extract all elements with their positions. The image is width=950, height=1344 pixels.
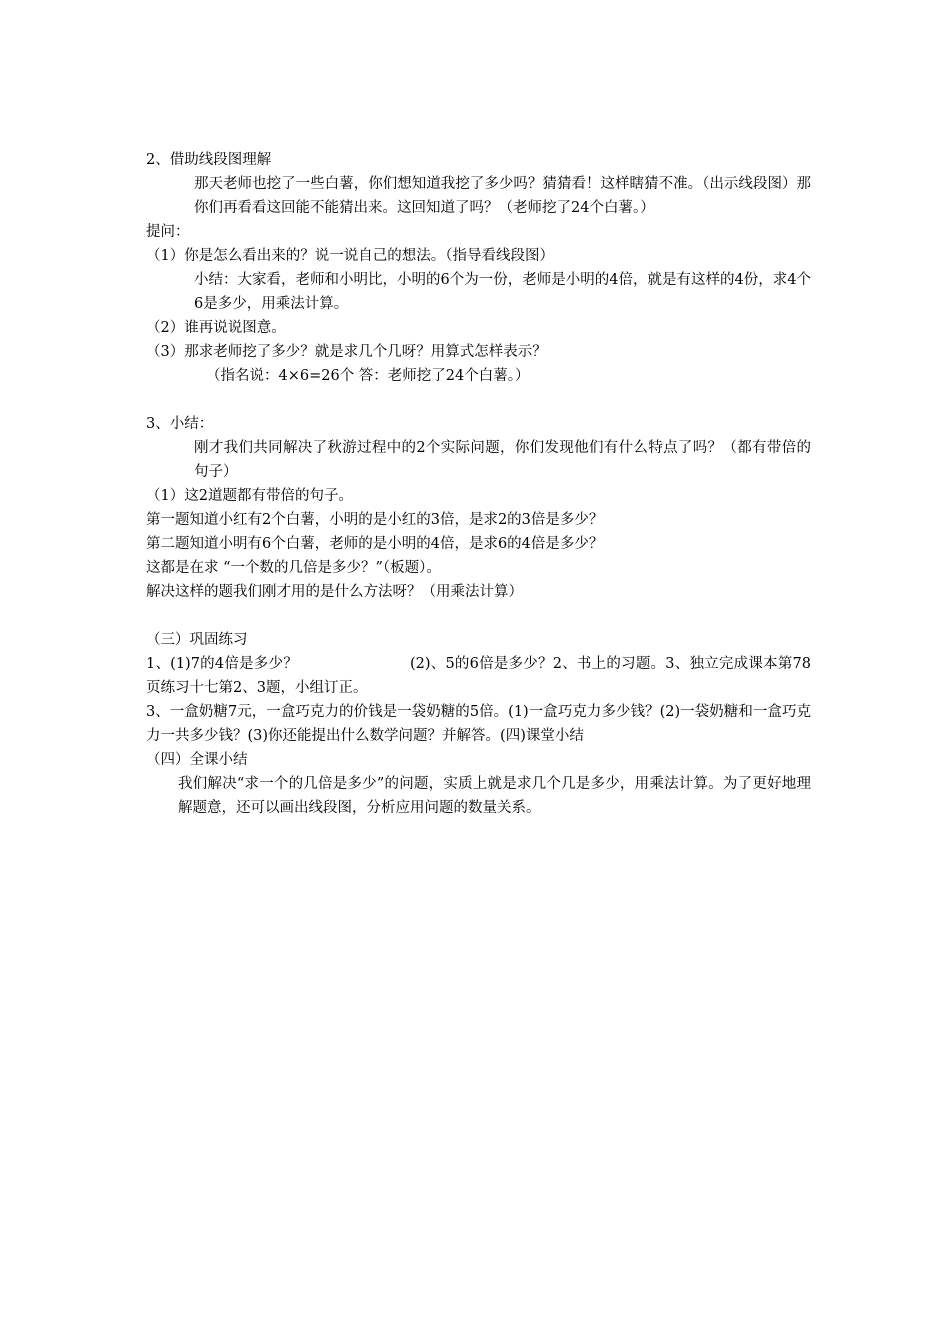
text-line: 这都是在求 “一个数的几倍是多少？”（板题）。	[146, 560, 441, 576]
document-body	[146, 148, 811, 820]
paragraph: 3、一盒奶糖7元，一盒巧克力的价钱是一袋奶糖的5倍。(1)一盒巧克力多少钱？(2)一袋奶糖和一盒巧克力一共多少钱？(3)你还能提出什么数学问题？并解答。(四)课堂小结	[146, 704, 811, 744]
text-line: （1）这2道题都有带倍的句子。	[146, 488, 353, 504]
paragraph: 我们解决“求一个的几倍是多少”的问题，实质上就是求几个几是多少，用乘法计算。为了更好地理解题意，还可以画出线段图，分析应用问题的数量关系。	[178, 776, 811, 816]
text-line: 第二题知道小明有6个白薯，老师的是小明的4倍，是求6的4倍是多少？	[146, 536, 604, 552]
text-span: (2)、5的6倍是多少？2、书上的习题。3、独立完成课本第78页练习十七第2、3题，小组订正。	[146, 656, 811, 696]
paragraph: 刚才我们共同解决了秋游过程中的2个实际问题，你们发现他们有什么特点了吗？（都有带倍的句子）	[194, 440, 811, 480]
text-line: （指名说：4×6=26个 答：老师挖了24个白薯。）	[206, 368, 530, 384]
spacer	[146, 388, 811, 412]
spacer	[146, 604, 811, 628]
text-line: （2）谁再说说图意。	[146, 320, 286, 336]
section-heading: 3、小结：	[146, 416, 214, 432]
paragraph	[146, 652, 811, 700]
text-line: 提问：	[146, 224, 190, 240]
paragraph: 那天老师也挖了一些白薯，你们想知道我挖了多少吗？猜猜看！这样瞎猜不准。（出示线段图）那你们再看看这回能不能猜出来。这回知道了吗？（老师挖了24个白薯。）	[194, 176, 811, 216]
section-heading: 2、借助线段图理解	[146, 152, 272, 168]
text-span: 1、(1)7的4倍是多少？	[146, 656, 298, 672]
text-line: 解决这样的题我们刚才用的是什么方法呀？（用乘法计算）	[146, 584, 523, 600]
section-heading: （四）全课小结	[146, 752, 248, 768]
text-line: （1）你是怎么看出来的？说一说自己的想法。（指导看线段图）	[146, 248, 554, 264]
section-heading: （三）巩固练习	[146, 632, 248, 648]
paragraph: 小结：大家看，老师和小明比，小明的6个为一份，老师是小明的4倍，就是有这样的4份，求4个6是多少，用乘法计算。	[194, 272, 811, 312]
text-line: （3）那求老师挖了多少？就是求几个几呀？用算式怎样表示？	[146, 344, 547, 360]
text-line: 第一题知道小红有2个白薯，小明的是小红的3倍，是求2的3倍是多少？	[146, 512, 604, 528]
